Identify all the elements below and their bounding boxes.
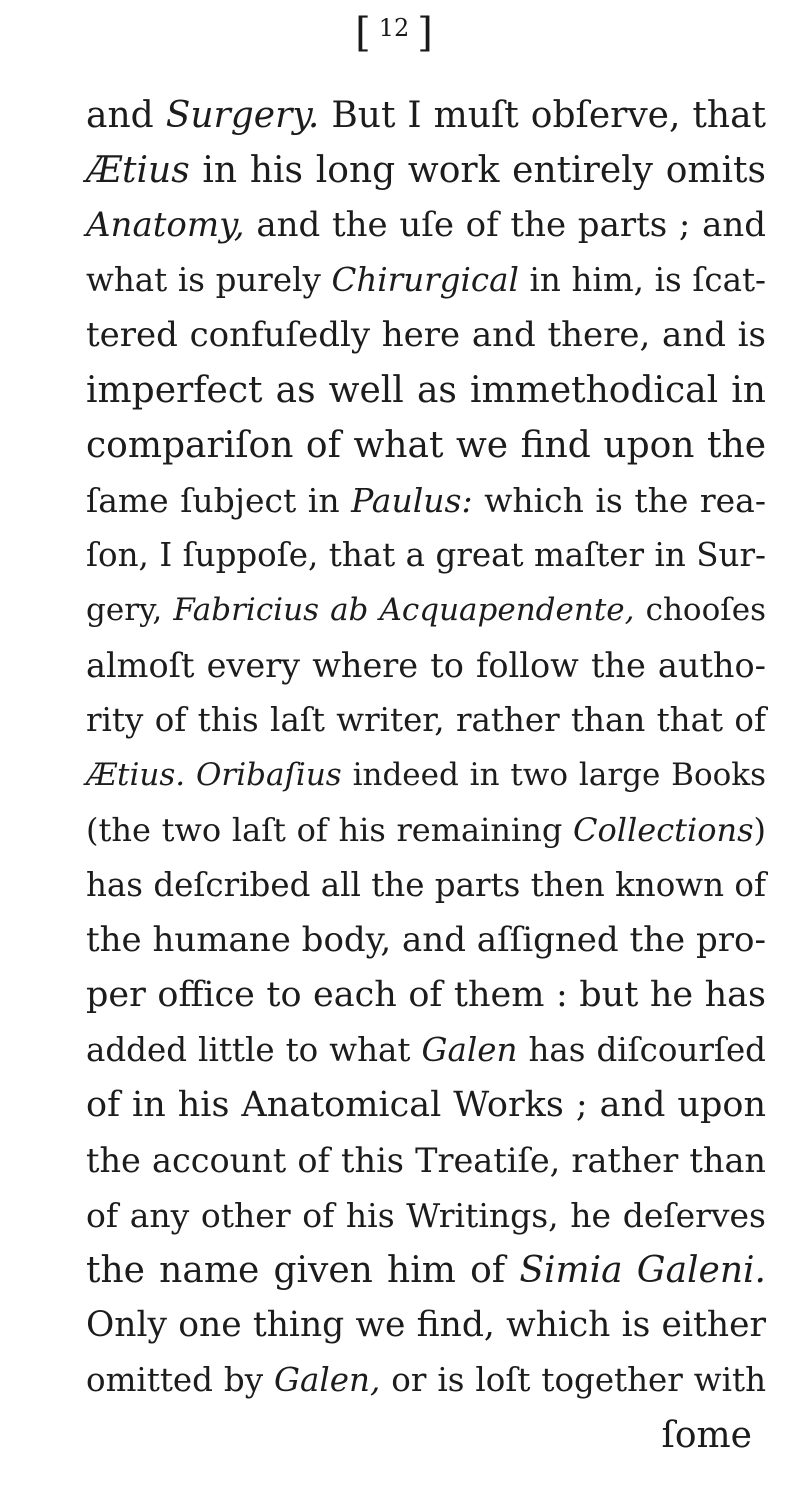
text-line	[86, 1078, 766, 1133]
text-run: tered confuſedly here and there, and is	[86, 315, 766, 355]
text-run: (the two laſt of his remaining	[86, 811, 574, 849]
bracket-open: [	[355, 10, 371, 56]
text-run: omitted by	[86, 1361, 275, 1399]
text-line	[86, 1298, 766, 1353]
text-run: Only one thing we find, which is either	[86, 1305, 766, 1345]
italic-text: Surgery.	[165, 95, 320, 136]
italic-text: Chirurgical	[331, 261, 519, 299]
text-run: rity of this laſt writer, rather than that of	[86, 701, 766, 739]
text-line	[86, 583, 766, 638]
text-line	[86, 913, 766, 968]
text-line	[86, 528, 766, 583]
text-line	[86, 748, 766, 803]
text-run: and the uſe of the parts ; and	[244, 205, 766, 245]
text-run: added little to what	[86, 1031, 422, 1069]
text-line	[86, 418, 766, 473]
text-run: the account of this Treatiſe, rather than	[86, 1141, 766, 1180]
bracket-close: ]	[417, 10, 433, 56]
text-line	[86, 1243, 766, 1298]
text-run: has diſcourſed	[517, 1031, 766, 1069]
text-run: compariſon of what we find upon the	[86, 425, 766, 466]
text-run: ſon, I ſuppoſe, that a great maſter in Sur-	[86, 536, 766, 574]
italic-text: Galen	[421, 1031, 518, 1069]
text-line	[86, 363, 766, 418]
text-line	[86, 693, 766, 748]
text-line	[86, 473, 766, 528]
text-line	[86, 803, 766, 858]
text-run: and	[86, 95, 166, 136]
italic-text: Anatomy,	[86, 205, 245, 245]
italic-text: Collections	[573, 811, 754, 849]
italic-text: Paulus:	[351, 481, 473, 520]
text-line	[86, 1188, 766, 1243]
text-line	[86, 968, 766, 1023]
text-line	[86, 88, 766, 143]
text-line	[86, 198, 766, 253]
text-run: or is loſt together with	[380, 1361, 766, 1399]
text-run: But I muſt obſerve, that	[319, 95, 766, 136]
text-run: per office to each of them : but he has	[86, 975, 766, 1015]
text-run: imperfect as well as immethodical in	[86, 370, 766, 411]
italic-text: Ætius	[86, 150, 190, 191]
page-number: 12	[378, 14, 410, 42]
italic-text: Fabricius ab Acquapendente,	[173, 592, 635, 628]
text-line	[86, 1023, 766, 1078]
text-run: chooſes	[634, 592, 766, 628]
text-run: gery,	[86, 592, 174, 628]
text-run: of in his Anatomical Works ; and upon	[86, 1085, 766, 1125]
page-number-header	[0, 10, 794, 56]
text-run: the humane body, and aſſigned the pro-	[86, 920, 766, 960]
text-run: the name given him of	[86, 1250, 520, 1291]
text-run: what is purely	[86, 261, 332, 299]
text-run: almoſt every where to follow the autho-	[86, 646, 766, 685]
text-line	[86, 638, 766, 693]
italic-text: Simia Galeni.	[519, 1250, 766, 1291]
text-run: in him, is ſcat-	[518, 261, 766, 299]
text-line	[86, 858, 766, 913]
text-run: ſame ſubject in	[86, 481, 352, 520]
italic-text: Galen,	[274, 1361, 381, 1399]
text-run: which is the rea-	[472, 481, 766, 520]
text-run: in his long work entirely omits	[189, 150, 766, 191]
text-run: of any other of his Writings, he deſerves	[86, 1196, 766, 1235]
text-line	[86, 253, 766, 308]
text-line	[86, 1133, 766, 1188]
text-run: ſome	[661, 1415, 752, 1456]
text-line	[86, 1353, 766, 1408]
text-run: has deſcribed all the parts then known of	[86, 866, 766, 904]
body-text	[86, 88, 766, 1463]
catchword	[86, 1408, 766, 1463]
text-run: )	[753, 811, 766, 849]
italic-text: Ætius. Oribaſius	[86, 757, 342, 793]
text-run: indeed in two large Books	[341, 757, 766, 793]
text-line	[86, 143, 766, 198]
text-line	[86, 308, 766, 363]
